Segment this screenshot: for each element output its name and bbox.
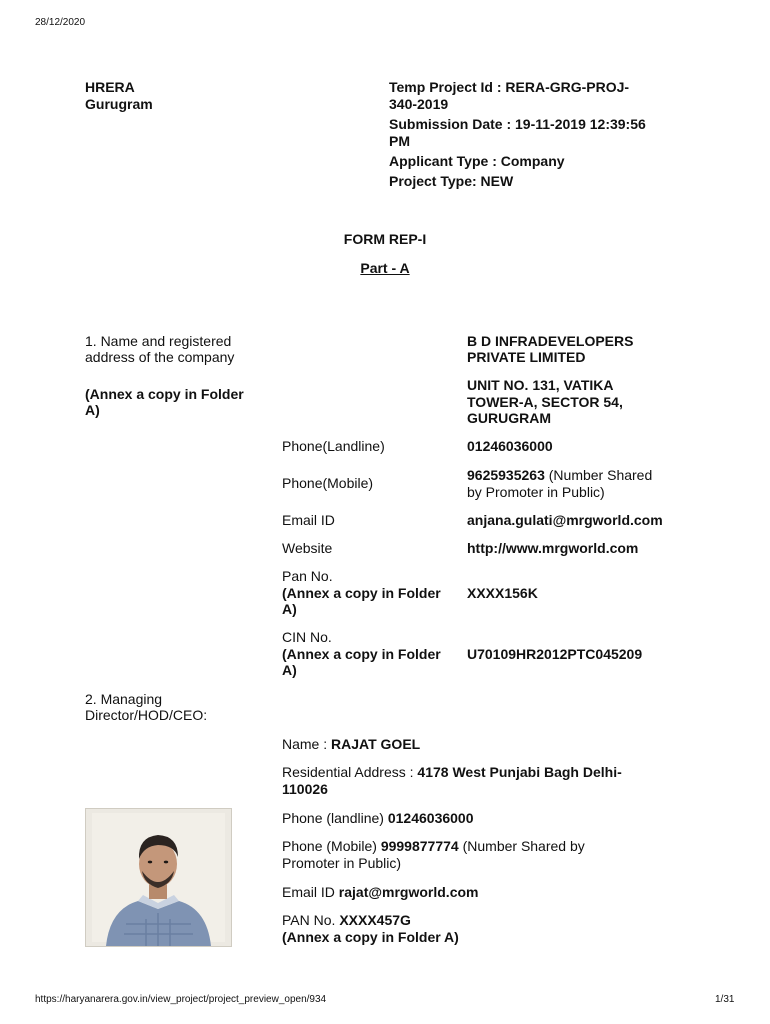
md-email-value: rajat@mrgworld.com (338, 884, 479, 900)
md-name-value: RAJAT GOEL (331, 736, 421, 752)
section2-label: 2. Managing (85, 691, 163, 707)
cin-annex: (Annex a copy in Folder (282, 646, 441, 662)
md-mobile-label: Phone (Mobile) (282, 838, 381, 854)
phone-mobile-value: 9625935263 (467, 467, 545, 483)
section2-label-cont: Director/HOD/CEO: (85, 707, 208, 723)
authority-name: HRERA (85, 79, 135, 95)
cin-label: CIN No. (282, 629, 332, 645)
md-name-label: Name : (282, 736, 332, 752)
section1-annex-cont: A) (85, 402, 100, 418)
pan-annex: (Annex a copy in Folder (282, 585, 441, 601)
phone-mobile-line (467, 467, 652, 484)
md-landline-value: 01246036000 (387, 810, 474, 826)
section1-annex: (Annex a copy in Folder (85, 386, 244, 402)
phone-mobile-note: (Number Shared (544, 467, 653, 483)
md-mobile-value: 9999877774 (380, 838, 459, 854)
submission-date-cont: PM (389, 133, 410, 149)
applicant-type: Applicant Type : Company (389, 153, 565, 169)
md-address-value-cont: 110026 (282, 781, 328, 797)
company-address-3: GURUGRAM (467, 410, 551, 426)
page-number: 1/31 (715, 994, 735, 1005)
email-label: Email ID (282, 512, 335, 528)
cin-annex-cont: A) (282, 662, 297, 678)
md-address-value: 4178 West Punjabi Bagh Delhi- (417, 764, 622, 780)
director-photo (85, 808, 232, 947)
section1-label: 1. Name and registered (85, 333, 232, 349)
print-date: 28/12/2020 (35, 17, 86, 28)
pan-label: Pan No. (282, 568, 333, 584)
temp-project-id-cont: 340-2019 (389, 96, 449, 112)
company-name: B D INFRADEVELOPERS (467, 333, 634, 349)
company-address-1: UNIT NO. 131, VATIKA (467, 377, 614, 393)
phone-landline-value: 01246036000 (467, 438, 553, 454)
section1-label-cont: address of the company (85, 349, 235, 365)
md-pan-annex: (Annex a copy in Folder A) (282, 929, 459, 945)
website-value: http://www.mrgworld.com (467, 540, 639, 556)
md-mobile-note-cont: Promoter in Public) (282, 855, 402, 871)
form-part: Part - A (360, 260, 410, 276)
md-email-line (282, 884, 478, 901)
md-email-label: Email ID (282, 884, 339, 900)
md-mobile-note: (Number Shared by (458, 838, 585, 854)
md-landline-label: Phone (landline) (282, 810, 388, 826)
md-mobile-line (282, 838, 585, 855)
pan-value: XXXX156K (467, 585, 538, 601)
email-value: anjana.gulati@mrgworld.com (467, 512, 663, 528)
temp-project-id: Temp Project Id : RERA-GRG-PROJ- (389, 79, 630, 95)
phone-mobile-note-cont: by Promoter in Public) (467, 484, 605, 500)
md-pan-label: PAN No. (282, 912, 340, 928)
md-pan-line (282, 912, 411, 929)
phone-mobile-label: Phone(Mobile) (282, 475, 374, 491)
md-pan-value: XXXX457G (339, 912, 411, 928)
print-url: https://haryanarera.gov.in/view_project/project_preview_open/934 (35, 994, 327, 1005)
website-label: Website (282, 540, 333, 556)
company-name-cont: PRIVATE LIMITED (467, 349, 586, 365)
md-landline-line (282, 810, 474, 827)
form-title: FORM REP-I (343, 231, 427, 247)
md-name-line (282, 736, 420, 753)
authority-city: Gurugram (85, 96, 153, 112)
pan-annex-cont: A) (282, 601, 297, 617)
phone-landline-label: Phone(Landline) (282, 438, 385, 454)
cin-value: U70109HR2012PTC045209 (467, 646, 643, 662)
project-type: Project Type: NEW (389, 173, 514, 189)
company-address-2: TOWER-A, SECTOR 54, (467, 394, 623, 410)
md-address-label: Residential Address : (282, 764, 418, 780)
submission-date: Submission Date : 19-11-2019 12:39:56 (389, 116, 646, 132)
md-address-line (282, 764, 622, 781)
